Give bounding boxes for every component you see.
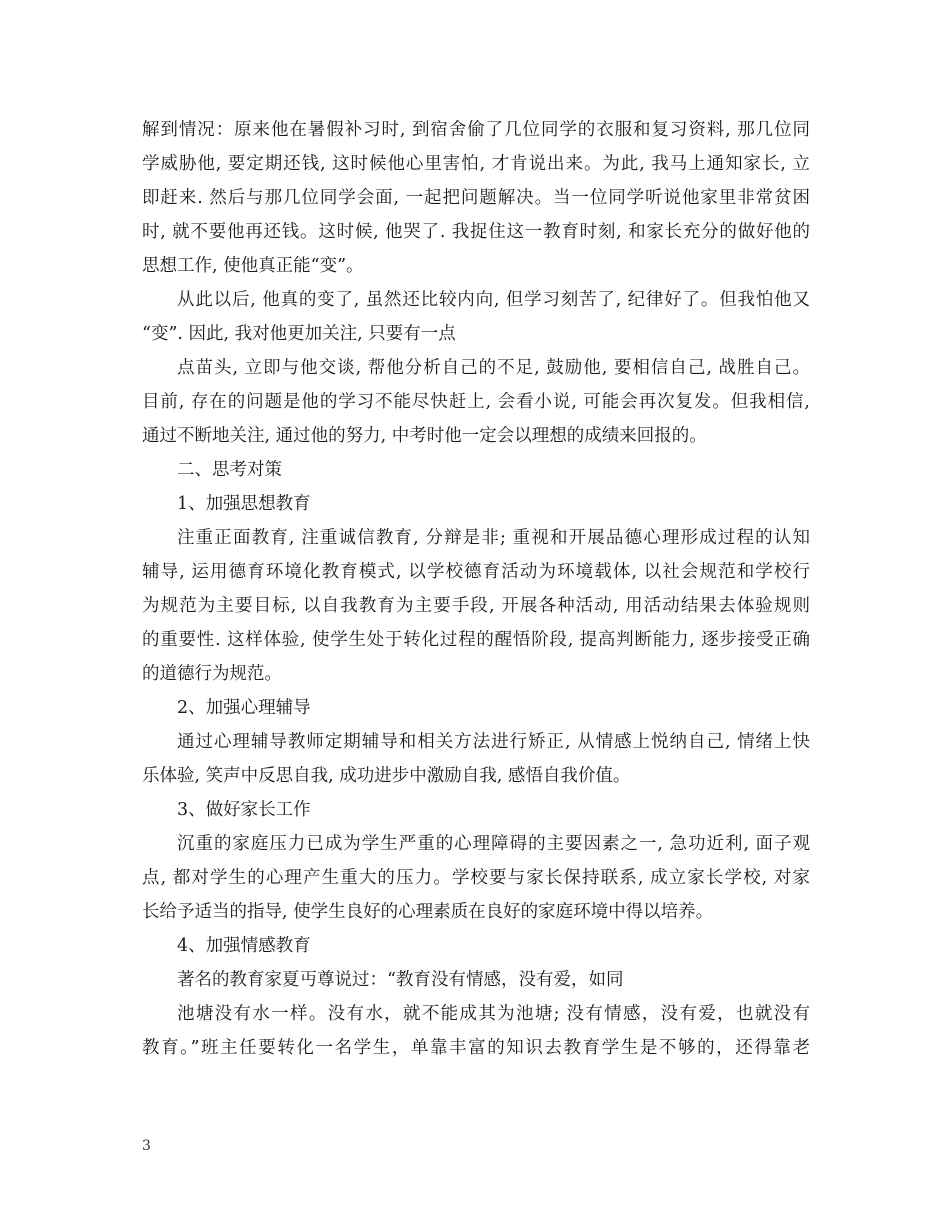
text-line: 乐体验, 笑声中反思自我, 成功进步中激励自我, 感悟自我价值。 <box>142 766 631 786</box>
text-line: 教育。”班主任要转化一名学生，单靠丰富的知识去教育学生是不够的，还得靠老 <box>142 1038 810 1058</box>
text-line: 时, 就不要他再还钱。这时候, 他哭了. 我捉住这一教育时刻, 和家长充分的做好他的 <box>142 222 810 242</box>
text-line: 通过不断地关注, 通过他的努力, 中考时他一定会以理想的成绩来回报的。 <box>142 426 707 446</box>
text-line: 思想工作, 使他真正能“变”。 <box>142 256 364 276</box>
text-line: 通过心理辅导教师定期辅导和相关方法进行矫正, 从情感上悦纳自己, 情绪上快 <box>177 732 810 752</box>
text-line: 目前, 存在的问题是他的学习不能尽快赶上, 会看小说, 可能会再次复发。但我相信, <box>142 392 810 412</box>
text-line: 的道德行为规范。 <box>142 664 282 684</box>
page-number: 3 <box>142 1138 151 1154</box>
text-line: 学威胁他, 要定期还钱, 这时候他心里害怕, 才肯说出来。为此, 我马上通知家长, 立 <box>142 154 810 174</box>
subsection-heading: 3、做好家长工作 <box>177 800 311 820</box>
subsection-heading: 2、加强心理辅导 <box>177 698 311 718</box>
text-line: 的重要性. 这样体验, 使学生处于转化过程的醒悟阶段, 提高判断能力, 逐步接受正确 <box>142 630 810 650</box>
text-line: 辅导, 运用德育环境化教育模式, 以学校德育活动为环境载体, 以社会规范和学校行 <box>142 562 810 582</box>
text-line: 沉重的家庭压力已成为学生严重的心理障碍的主要因素之一, 急功近利, 面子观 <box>177 834 810 854</box>
subsection-heading: 4、加强情感教育 <box>177 936 311 956</box>
section-heading: 二、思考对策 <box>177 460 282 480</box>
text-line: 著名的教育家夏丏尊说过：“教育没有情感，没有爱，如同 <box>177 970 624 990</box>
text-line: 即赶来. 然后与那几位同学会面, 一起把问题解决。当一位同学听说他家里非常贫困 <box>142 188 810 208</box>
text-line: 为规范为主要目标, 以自我教育为主要手段, 开展各种活动, 用活动结果去体验规则 <box>142 596 810 616</box>
text-line: “变”. 因此, 我对他更加关注, 只要有一点 <box>142 324 456 344</box>
text-line: 点苗头, 立即与他交谈, 帮他分析自己的不足, 鼓励他, 要相信自己, 战胜自己。 <box>177 358 810 378</box>
text-line: 注重正面教育, 注重诚信教育, 分辩是非; 重视和开展品德心理形成过程的认知 <box>177 528 810 548</box>
text-line: 从此以后, 他真的变了, 虽然还比较内向, 但学习刻苦了, 纪律好了。但我怕他又 <box>177 290 810 310</box>
text-line: 长给予适当的指导, 使学生良好的心理素质在良好的家庭环境中得以培养。 <box>142 902 714 922</box>
text-line: 点, 都对学生的心理产生重大的压力。学校要与家长保持联系, 成立家长学校, 对家 <box>142 868 810 888</box>
subsection-heading: 1、加强思想教育 <box>177 494 311 514</box>
text-line: 解到情况：原来他在暑假补习时, 到宿舍偷了几位同学的衣服和复习资料, 那几位同 <box>142 120 810 140</box>
text-line: 池塘没有水一样。没有水，就不能成其为池塘; 没有情感，没有爱，也就没有 <box>177 1004 810 1024</box>
